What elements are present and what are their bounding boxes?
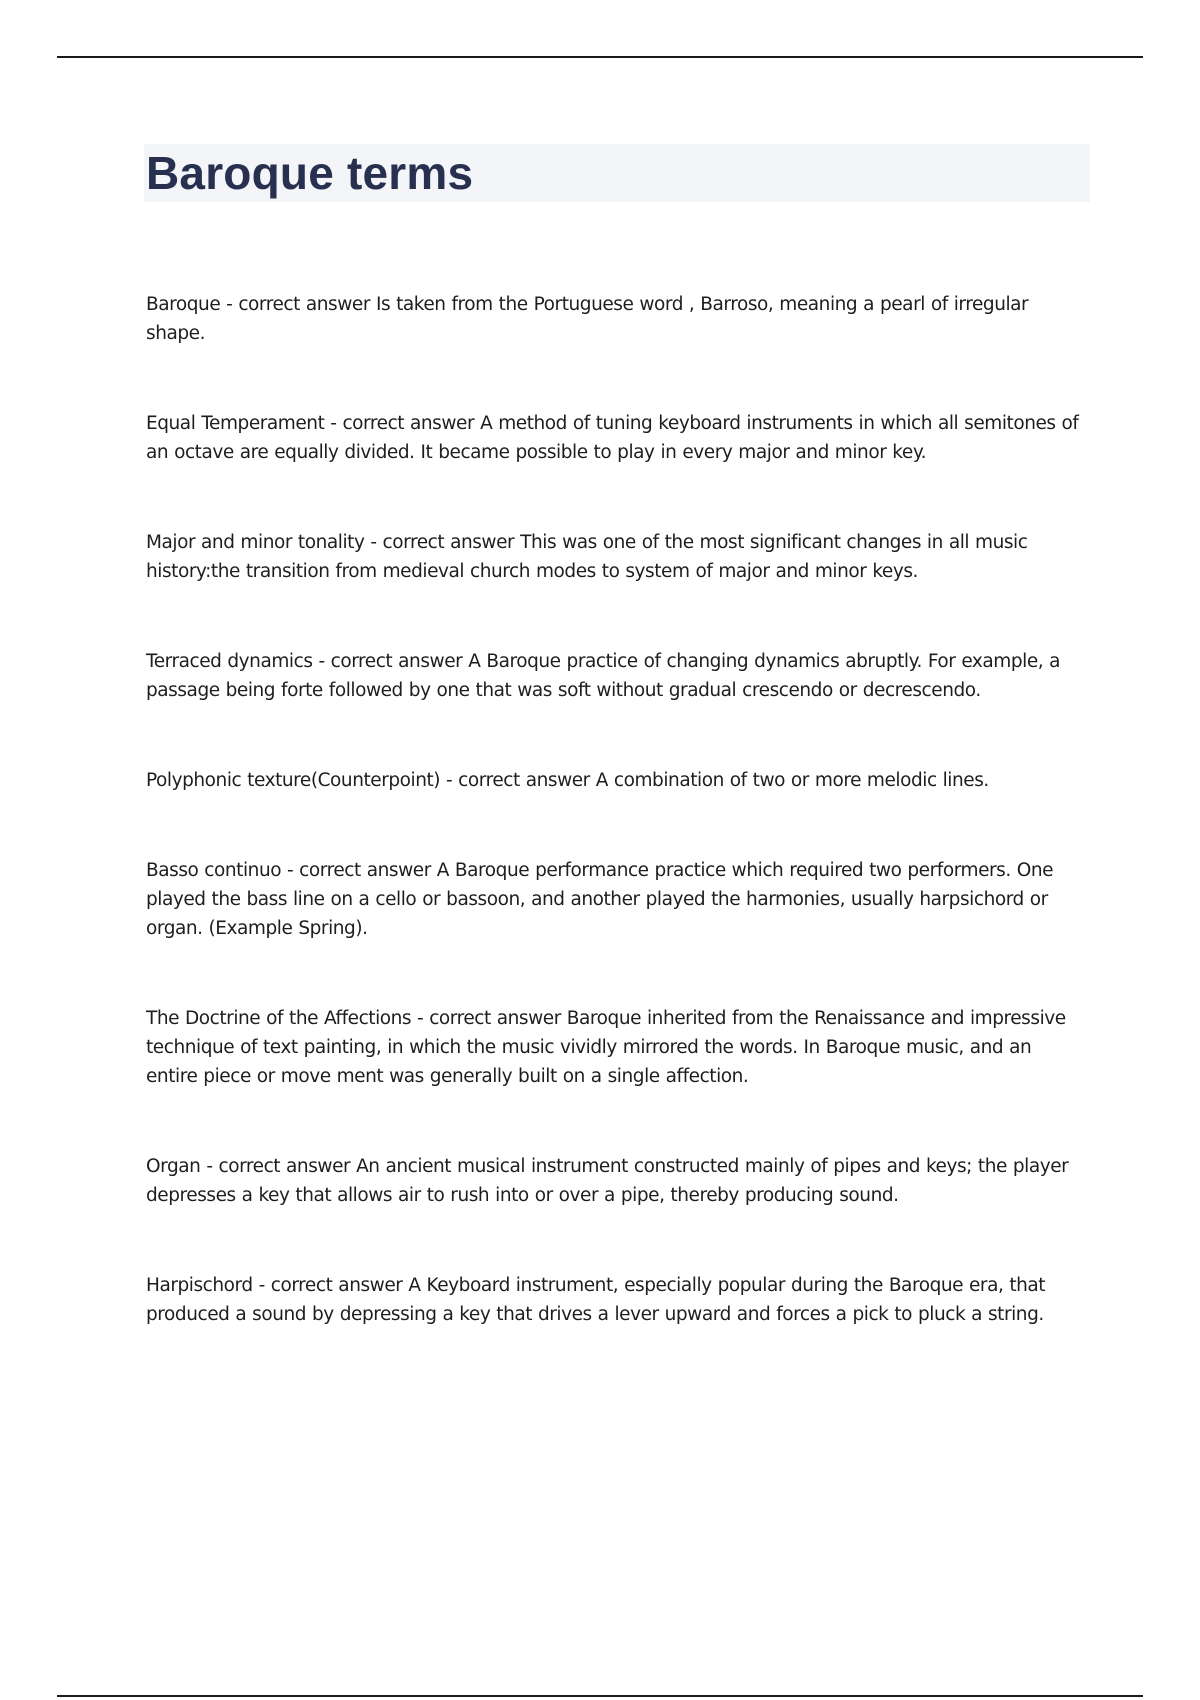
term-entry: Baroque - correct answer Is taken from the Portuguese word , Barroso, meaning a pearl of irregular shape.: [146, 294, 1029, 344]
term-entry: Harpischord - correct answer A Keyboard instrument, especially popular during the Baroque era, that produced a sound by depressing a key that drives a lever upward and forces a pick to pluck a string.: [146, 1275, 1046, 1325]
term-entry: Organ - correct answer An ancient musical instrument constructed mainly of pipes and keys; the player depresses a key that allows air to rush into or over a pipe, thereby producing sound.: [146, 1156, 1069, 1206]
term-entry: The Doctrine of the Affections - correct answer Baroque inherited from the Renaissance and impressive technique of text painting, in which the music vividly mirrored the words. In Baroque music, and an entire piece or move ment was generally built on a single affection.: [146, 1008, 1066, 1087]
page-title: Baroque terms: [146, 147, 474, 199]
term-entry: Basso continuo - correct answer A Baroque performance practice which required two performers. One played the bass line on a cello or bassoon, and another played the harmonies, usually harpsichord or organ. (Example Spring).: [146, 860, 1054, 939]
top-rule: [57, 56, 1143, 58]
term-entry: Polyphonic texture(Counterpoint) - correct answer A combination of two or more melodic lines.: [146, 770, 989, 791]
bottom-rule: [57, 1695, 1143, 1697]
terms-list: [146, 290, 1092, 1329]
term-entry: Equal Temperament - correct answer A method of tuning keyboard instruments in which all semitones of an octave are equally divided. It became possible to play in every major and minor key.: [146, 413, 1079, 463]
term-entry: Major and minor tonality - correct answer This was one of the most significant changes in all music history:the transition from medieval church modes to system of major and minor keys.: [146, 532, 1028, 582]
term-entry: Terraced dynamics - correct answer A Baroque practice of changing dynamics abruptly. For example, a passage being forte followed by one that was soft without gradual crescendo or decrescendo.: [146, 651, 1061, 701]
